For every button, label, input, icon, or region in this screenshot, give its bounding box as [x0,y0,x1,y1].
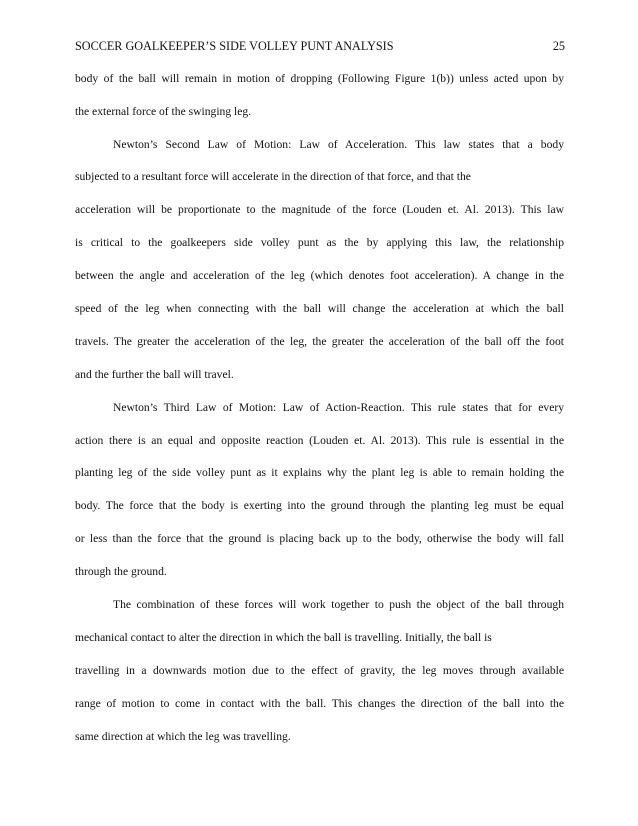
body-line: body. The force that the body is exerting into the ground through the planting leg must be equal [75,499,564,512]
body-line: acceleration will be proportionate to the magnitude of the force (Louden et. Al. 2013). This law [75,203,564,216]
body-line: the external force of the swinging leg. [75,105,252,118]
page-number: 25 [552,39,565,53]
body-line: action there is an equal and opposite reaction (Louden et. Al. 2013). This rule is essential in the [75,434,564,447]
body-line: range of motion to come in contact with the ball. This changes the direction of the ball into the [75,697,564,710]
body-line: subjected to a resultant force will accelerate in the direction of that force, and that the [75,170,471,183]
body-line: and the further the ball will travel. [75,368,234,381]
running-head [75,37,565,55]
body-line: travelling in a downwards motion due to the effect of gravity, the leg moves through available [75,664,564,677]
body-line: or less than the force that the ground is placing back up to the body, otherwise the body will fall [75,532,564,545]
paragraph-first-line: Newton’s Second Law of Motion: Law of Acceleration. This law states that a body [113,138,564,151]
paragraph-first-line: Newton’s Third Law of Motion: Law of Action-Reaction. This rule states that for every [113,401,564,414]
body-line: between the angle and acceleration of the leg (which denotes foot acceleration). A change in the [75,269,564,282]
paragraph-first-line: The combination of these forces will work together to push the object of the ball through [113,598,564,611]
running-head-title: SOCCER GOALKEEPER’S SIDE VOLLEY PUNT ANALYSIS [75,39,394,53]
body-line: travels. The greater the acceleration of the leg, the greater the acceleration of the ball off the foot [75,335,564,348]
body-line: mechanical contact to alter the direction in which the ball is travelling. Initially, the ball is [75,631,492,644]
body-line: speed of the leg when connecting with the ball will change the acceleration at which the ball [75,302,564,315]
body-line: body of the ball will remain in motion of dropping (Following Figure 1(b)) unless acted upon by [75,72,564,85]
body-line: same direction at which the leg was travelling. [75,730,291,743]
body-line: is critical to the goalkeepers side volley punt as the by applying this law, the relationship [75,236,564,249]
body-line: through the ground. [75,565,167,578]
body-line: planting leg of the side volley punt as it explains why the plant leg is able to remain holding the [75,466,564,479]
